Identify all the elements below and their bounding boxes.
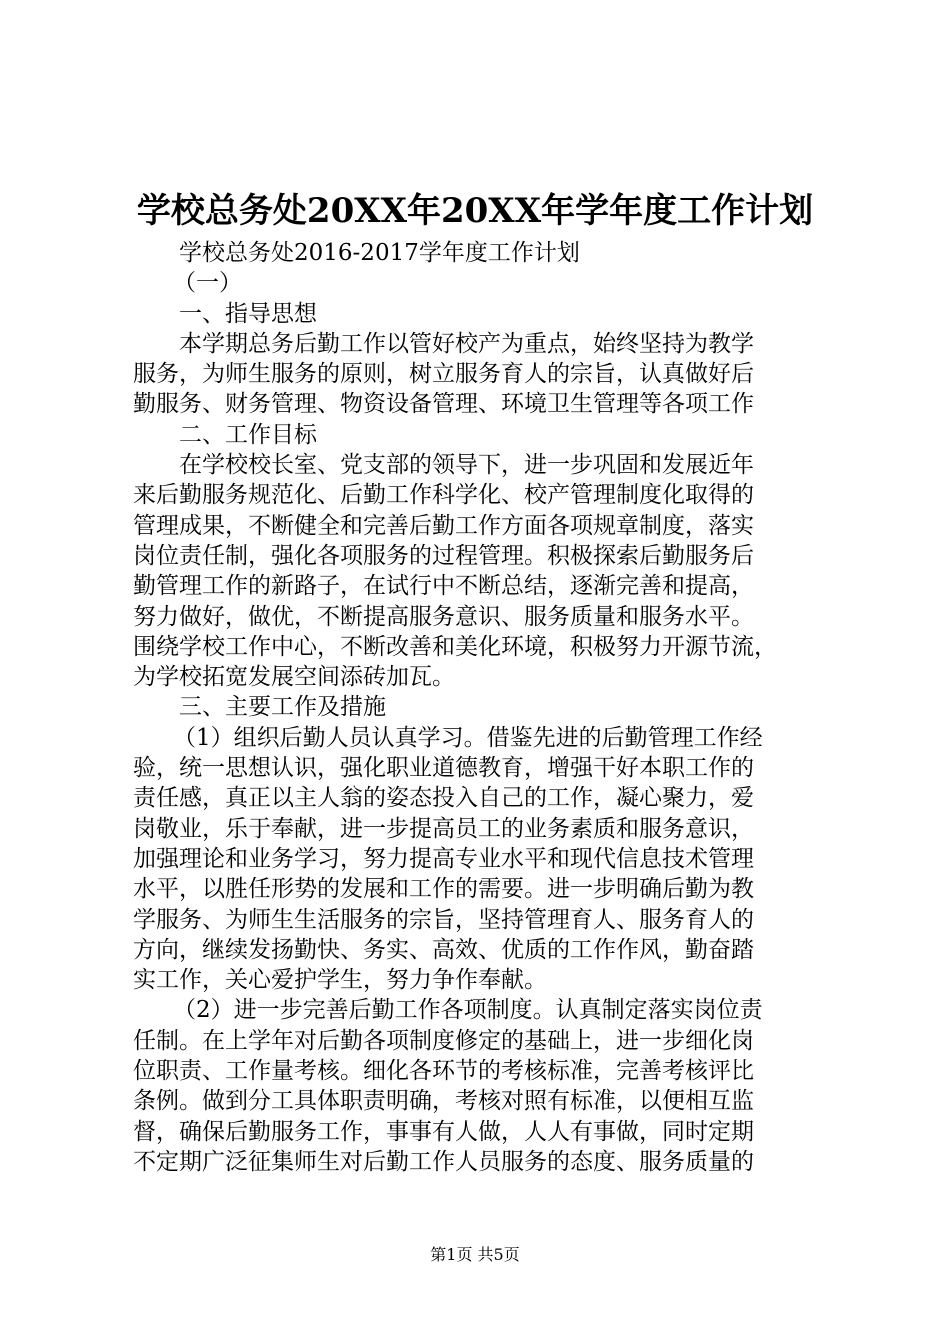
body-line: 管理成果，不断健全和完善后勤工作方面各项规章制度，落实 — [133, 512, 754, 539]
body-line: 勤服务、财务管理、物资设备管理、环境卫生管理等各项工作 — [133, 391, 754, 418]
body-line: 实工作，关心爱护学生，努力争作奉献。 — [133, 967, 547, 994]
body-line: 位职责、工作量考核。细化各环节的考核标准，完善考核评比 — [133, 1058, 754, 1085]
document-title: 学校总务处20XX年20XX年学年度工作计划 — [136, 191, 814, 231]
body-line: 围绕学校工作中心，不断改善和美化环境，积极努力开源节流， — [133, 633, 777, 660]
document-body — [133, 238, 833, 1177]
body-line: 督，确保后勤服务工作，事事有人做，人人有事做，同时定期 — [133, 1118, 754, 1145]
body-line: 方向，继续发扬勤快、务实、高效、优质的工作作风，勤奋踏 — [133, 936, 754, 963]
body-line: 服务，为师生服务的原则，树立服务育人的宗旨，认真做好后 — [133, 361, 754, 388]
body-line: 勤管理工作的新路子，在试行中不断总结，逐渐完善和提高， — [133, 573, 754, 600]
body-line: 不定期广泛征集师生对后勤工作人员服务的态度、服务质量的 — [133, 1148, 754, 1175]
body-line: （1）组织后勤人员认真学习。借鉴先进的后勤管理工作经 — [173, 724, 763, 751]
body-line: 三、主要工作及措施 — [179, 694, 386, 721]
page-footer: 第1页 共5页 — [430, 1245, 520, 1264]
body-line: 在学校校长室、党支部的领导下，进一步巩固和发展近年 — [179, 452, 754, 479]
body-line: 任制。在上学年对后勤各项制度修定的基础上，进一步细化岗 — [133, 1027, 754, 1054]
body-line: 岗位责任制，强化各项服务的过程管理。积极探索后勤服务后 — [133, 542, 754, 569]
body-line: 条例。做到分工具体职责明确，考核对照有标准，以便相互监 — [133, 1088, 754, 1115]
body-line: 为学校拓宽发展空间添砖加瓦。 — [133, 664, 455, 691]
body-line: 水平，以胜任形势的发展和工作的需要。进一步明确后勤为教 — [133, 876, 754, 903]
body-line: 二、工作目标 — [179, 421, 317, 448]
body-line: 岗敬业，乐于奉献，进一步提高员工的业务素质和服务意识， — [133, 815, 754, 842]
body-line: 一、指导思想 — [179, 300, 317, 327]
body-line: 学校总务处2016-2017学年度工作计划 — [179, 240, 580, 266]
body-line: 努力做好，做优，不断提高服务意识、服务质量和服务水平。 — [133, 603, 754, 630]
body-line: 验，统一思想认识，强化职业道德教育，增强干好本职工作的 — [133, 755, 754, 782]
body-line: （一） — [173, 270, 242, 297]
body-line: （2）进一步完善后勤工作各项制度。认真制定落实岗位责 — [173, 997, 763, 1024]
body-line: 学服务、为师生生活服务的宗旨，坚持管理育人、服务育人的 — [133, 906, 754, 933]
body-line: 来后勤服务规范化、后勤工作科学化、校产管理制度化取得的 — [133, 482, 754, 509]
body-line: 加强理论和业务学习，努力提高专业水平和现代信息技术管理 — [133, 845, 754, 872]
body-line: 责任感，真正以主人翁的姿态投入自己的工作，凝心聚力，爱 — [133, 785, 754, 812]
body-line: 本学期总务后勤工作以管好校产为重点，始终坚持为教学 — [179, 330, 754, 357]
